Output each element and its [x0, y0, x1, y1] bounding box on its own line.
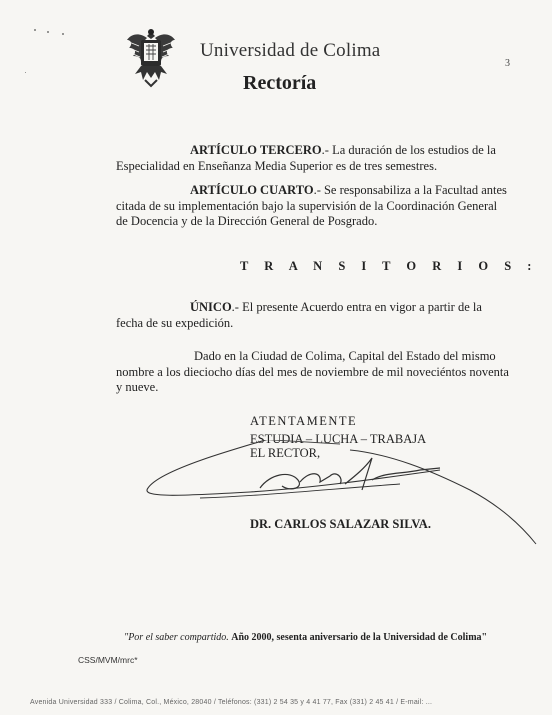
dado-paragraph: [116, 349, 512, 396]
article-heading: ARTÍCULO TERCERO: [190, 143, 322, 157]
scan-speck: [34, 29, 36, 31]
unico-text: .- El presente Acuerdo entra en vigor a partir de la fecha de su expedición.: [116, 300, 482, 330]
motto-line: ESTUDIA – LUCHA – TRABAJA: [250, 432, 427, 446]
scan-speck: [25, 72, 26, 73]
department-title: Rectoría: [243, 72, 317, 94]
unico-heading: ÚNICO: [190, 300, 232, 314]
reference-initials: CSS/MVM/mrc*: [78, 655, 138, 665]
article-text: .- Se responsabiliza a la Facultad antes citada de su implementación bajo la supervisión de la Coordinación General de Docencia y de la Dirección General de Posgrado.: [116, 183, 507, 228]
unico-paragraph: [116, 300, 512, 331]
university-name: Universidad de Colima: [200, 40, 381, 61]
article-third: [116, 143, 512, 174]
dado-text: Dado en la Ciudad de Colima, Capital del Estado del mismo nombre a los dieciocho días del mes de noviembre de mil noveciéntos noventa y nueve.: [116, 349, 509, 394]
quote-rest: Año 2000, sesenta aniversario de la Universidad de Colima": [231, 632, 488, 643]
article-fourth: [116, 183, 512, 230]
scan-speck: [62, 33, 64, 35]
transitorios-heading: T R A N S I T O R I O S :: [240, 259, 538, 273]
page-number: 3: [505, 58, 510, 69]
footer-address: Avenida Universidad 333 / Colima, Col., México, 28040 / Teléfonos: (331) 2 54 35 y 4 41 77, Fax (331) 2 45 41 / E-mail: ...: [30, 699, 433, 706]
handwritten-signature: [140, 440, 540, 550]
article-text: .- La duración de los estudios de la Especialidad en Enseñanza Media Superior es de tres semestres.: [116, 143, 496, 173]
university-seal-logo: [125, 26, 177, 88]
footer-quote: [124, 632, 487, 643]
article-heading: ARTÍCULO CUARTO: [190, 183, 314, 197]
atentamente-line: ATENTAMENTE: [250, 414, 358, 428]
scan-speck: [47, 31, 49, 33]
rector-title: EL RECTOR,: [250, 446, 321, 460]
signer-name: DR. CARLOS SALAZAR SILVA.: [250, 517, 431, 531]
quote-italic: "Por el saber compartido.: [124, 632, 229, 643]
